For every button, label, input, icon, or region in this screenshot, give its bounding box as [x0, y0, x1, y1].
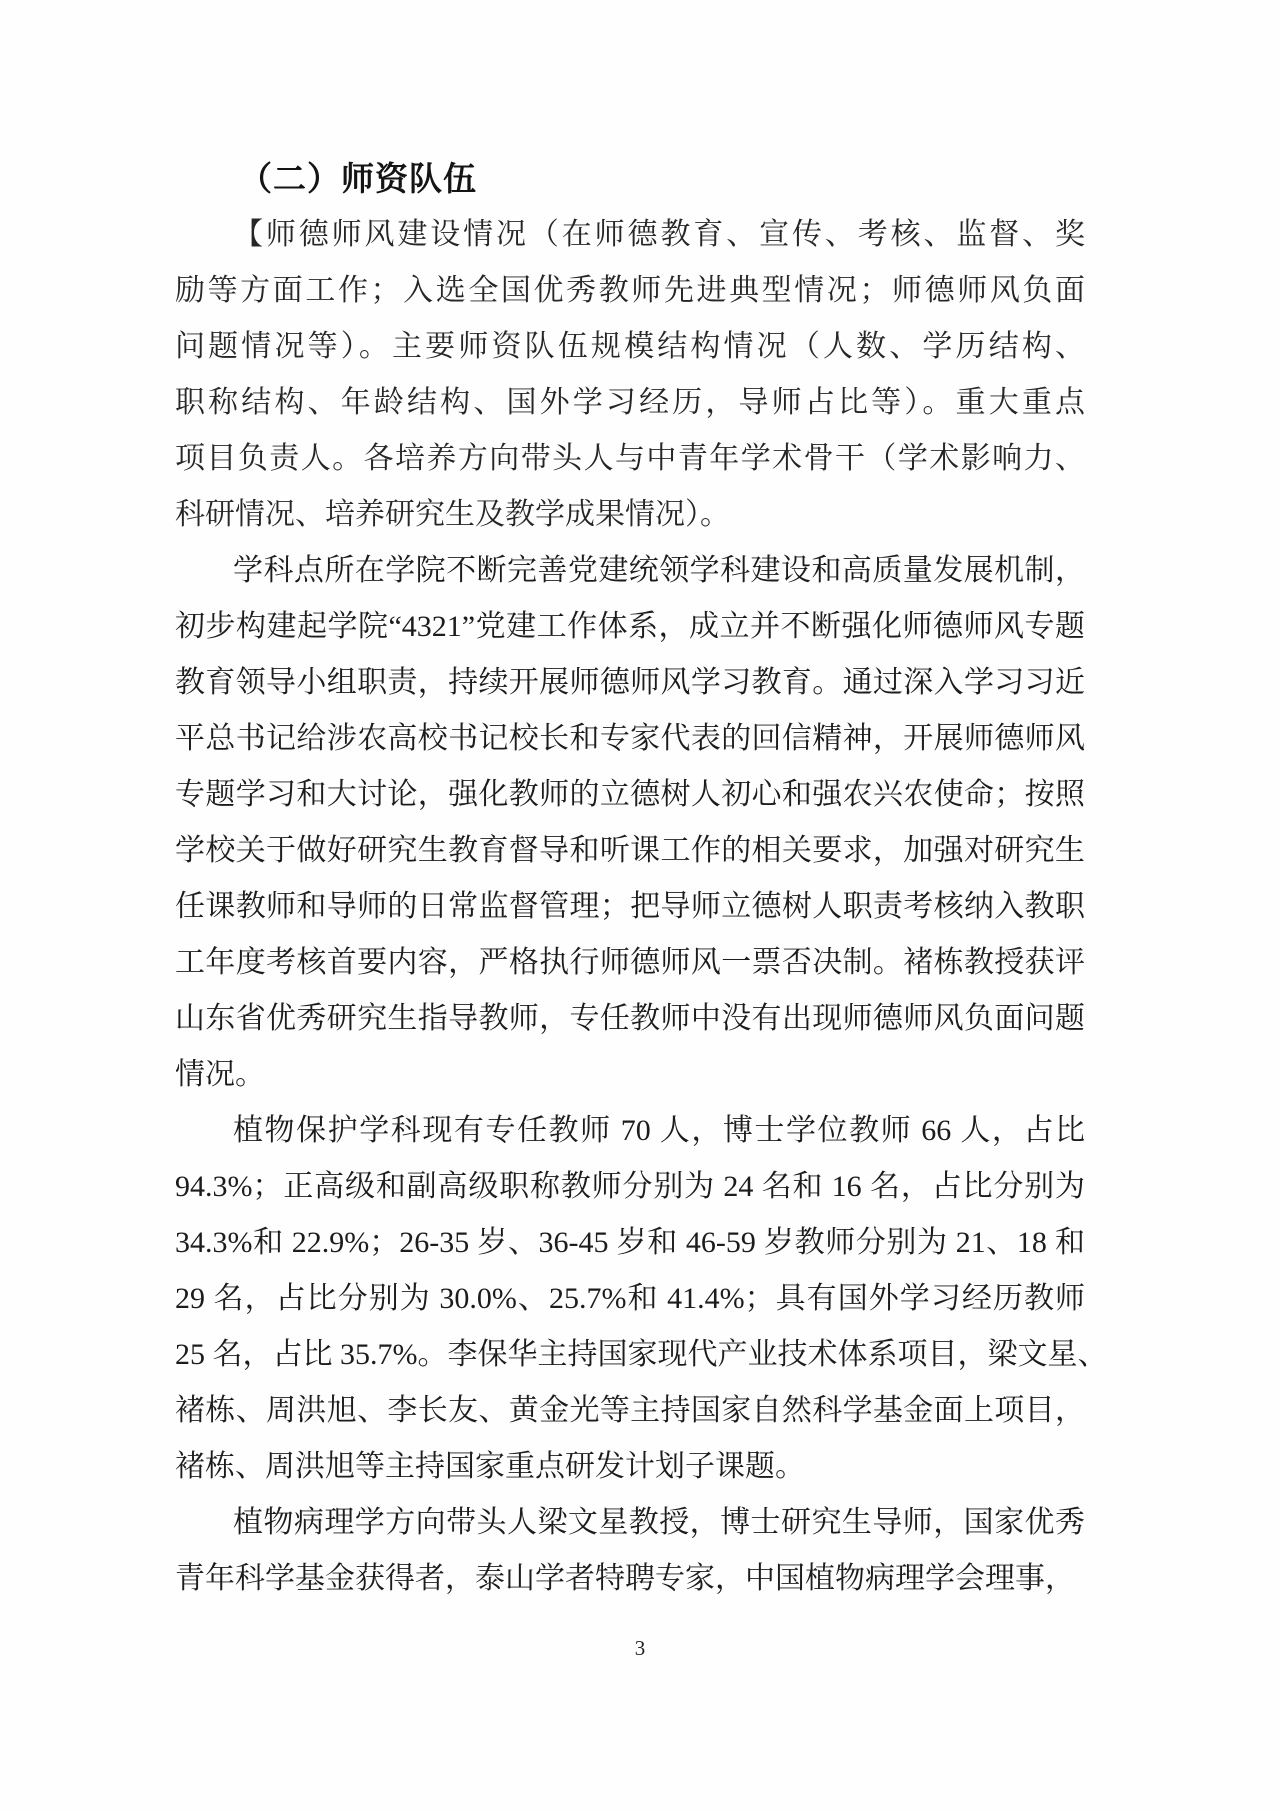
- text-line: 【师德师风建设情况（在师德教育、宣传、考核、监督、奖: [233, 218, 1085, 251]
- text-line: 94.3%；正高级和副高级职称教师分别为 24 名和 16 名，占比分别为: [175, 1170, 1085, 1203]
- text-line: 29 名，占比分别为 30.0%、25.7%和 41.4%；具有国外学习经历教师: [175, 1282, 1085, 1315]
- text-line: 专题学习和大讨论，强化教师的立德树人初心和强农兴农使命；按照: [175, 778, 1085, 811]
- text-line: 植物保护学科现有专任教师 70 人，博士学位教师 66 人，占比: [233, 1114, 1085, 1147]
- text-line: 34.3%和 22.9%；26-35 岁、36-45 岁和 46-59 岁教师分别为 21、18 和: [175, 1226, 1085, 1259]
- text-line: 科研情况、培养研究生及教学成果情况）。: [175, 498, 730, 531]
- text-line: 学校关于做好研究生教育督导和听课工作的相关要求，加强对研究生: [175, 834, 1085, 867]
- text-line: 学科点所在学院不断完善党建统领学科建设和高质量发展机制，: [233, 554, 1085, 587]
- text-line: 项目负责人。各培养方向带头人与中青年学术骨干（学术影响力、: [175, 442, 1085, 475]
- text-line: 任课教师和导师的日常监督管理；把导师立德树人职责考核纳入教职: [175, 890, 1085, 923]
- text-line: 励等方面工作；入选全国优秀教师先进典型情况；师德师风负面: [175, 274, 1085, 307]
- text-line: 情况。: [175, 1058, 265, 1091]
- text-line: 植物病理学方向带头人梁文星教授，博士研究生导师，国家优秀: [233, 1506, 1085, 1539]
- text-line: 山东省优秀研究生指导教师，专任教师中没有出现师德师风负面问题: [175, 1002, 1085, 1035]
- text-line: 问题情况等）。主要师资队伍规模结构情况（人数、学历结构、: [175, 330, 1085, 363]
- text-line: 青年科学基金获得者，泰山学者特聘专家，中国植物病理学会理事，: [175, 1562, 1075, 1595]
- text-line: 初步构建起学院“4321”党建工作体系，成立并不断强化师德师风专题: [175, 610, 1085, 643]
- section-heading: （二）师资队伍: [239, 160, 477, 197]
- text-line: 工年度考核首要内容，严格执行师德师风一票否决制。褚栋教授获评: [175, 946, 1085, 979]
- text-line: 平总书记给涉农高校书记校长和专家代表的回信精神，开展师德师风: [175, 722, 1085, 755]
- text-line: 教育领导小组职责，持续开展师德师风学习教育。通过深入学习习近: [175, 666, 1085, 699]
- text-line: 褚栋、周洪旭、李长友、黄金光等主持国家自然科学基金面上项目，: [175, 1394, 1085, 1427]
- text-line: 25 名，占比 35.7%。李保华主持国家现代产业技术体系项目，梁文星、: [175, 1338, 1108, 1371]
- text-line: 褚栋、周洪旭等主持国家重点研发计划子课题。: [175, 1450, 805, 1483]
- text-line: 职称结构、年龄结构、国外学习经历，导师占比等）。重大重点: [175, 386, 1085, 419]
- paragraphs-container: [175, 207, 1108, 1607]
- page-number: 3: [634, 1636, 646, 1660]
- document-content: [175, 150, 1108, 1607]
